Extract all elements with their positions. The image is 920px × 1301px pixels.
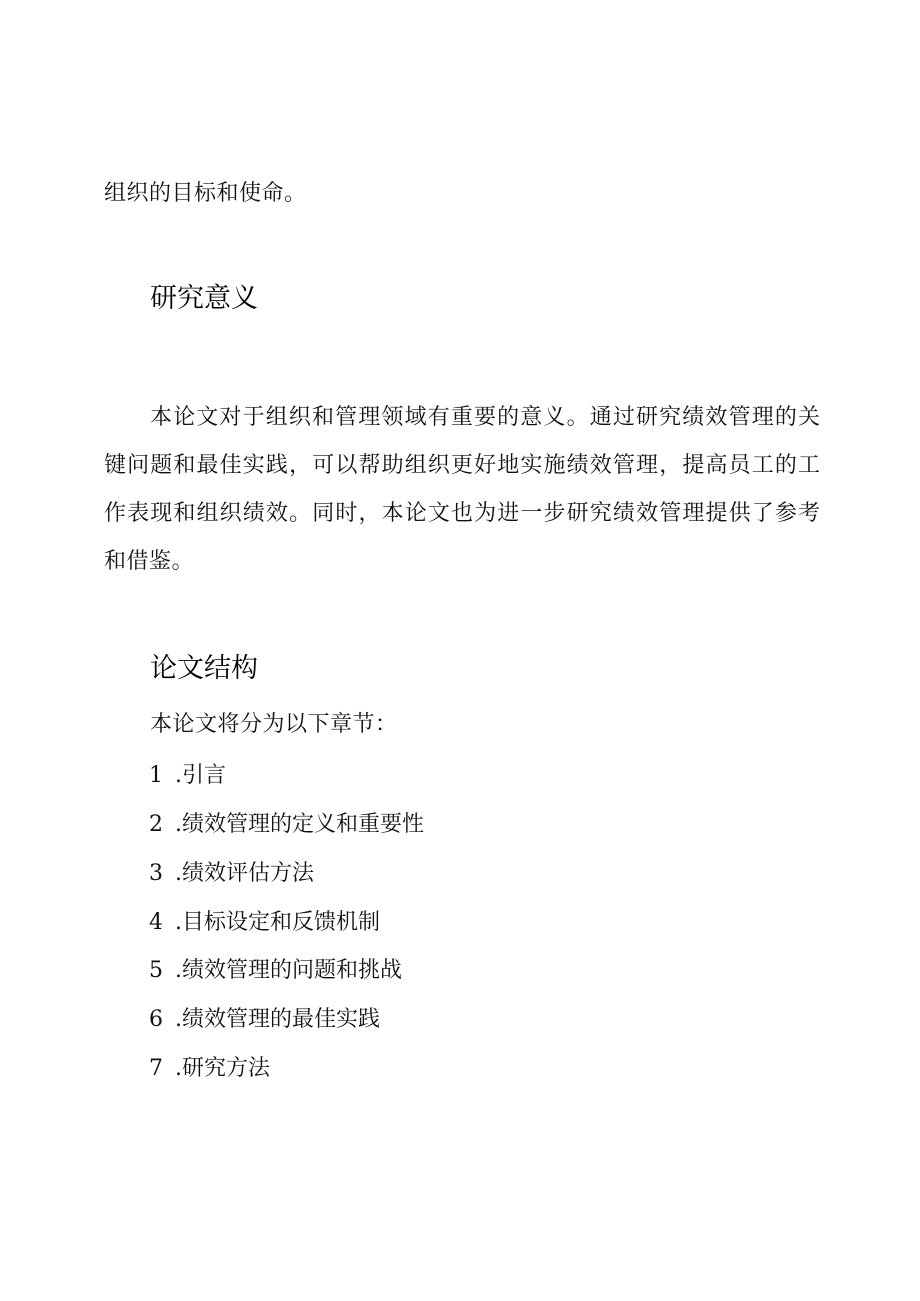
structure-heading: 论文结构 [150,653,258,684]
chapter-title: .研究方法 [175,1056,270,1081]
paragraph-line: 作表现和组织绩效。同时，本论文也为进一步研究绩效管理提供了参考 [104,501,820,526]
chapter-number: 7 [149,1056,163,1081]
list-item [149,909,380,937]
chapter-number: 4 [149,910,163,935]
chapter-number: 6 [149,1007,163,1032]
list-item [149,957,402,985]
paragraph-line: 和借鉴。 [104,549,195,574]
chapter-title: .绩效评估方法 [175,861,314,886]
chapter-number: 3 [149,861,163,886]
chapter-title: .绩效管理的问题和挑战 [175,958,402,983]
list-item [149,860,314,888]
chapter-number: 1 [149,763,163,788]
list-item [149,1055,270,1083]
chapter-title: .目标设定和反馈机制 [175,910,380,935]
chapter-title: .引言 [175,763,226,788]
list-item [149,762,226,790]
intro-tail-text: 组织的目标和使命。 [104,181,307,206]
paragraph-line: 本论文对于组织和管理领域有重要的意义。通过研究绩效管理的关 [150,405,820,430]
chapter-number: 5 [149,958,163,983]
chapter-title: .绩效管理的定义和重要性 [175,812,424,837]
chapter-title: .绩效管理的最佳实践 [175,1007,380,1032]
significance-heading: 研究意义 [150,283,258,314]
chapter-number: 2 [149,812,163,837]
list-item [149,811,424,839]
paragraph-line: 键问题和最佳实践，可以帮助组织更好地实施绩效管理，提高员工的工 [104,453,820,478]
list-item [149,1006,380,1034]
structure-lead-text: 本论文将分为以下章节： [150,712,398,737]
